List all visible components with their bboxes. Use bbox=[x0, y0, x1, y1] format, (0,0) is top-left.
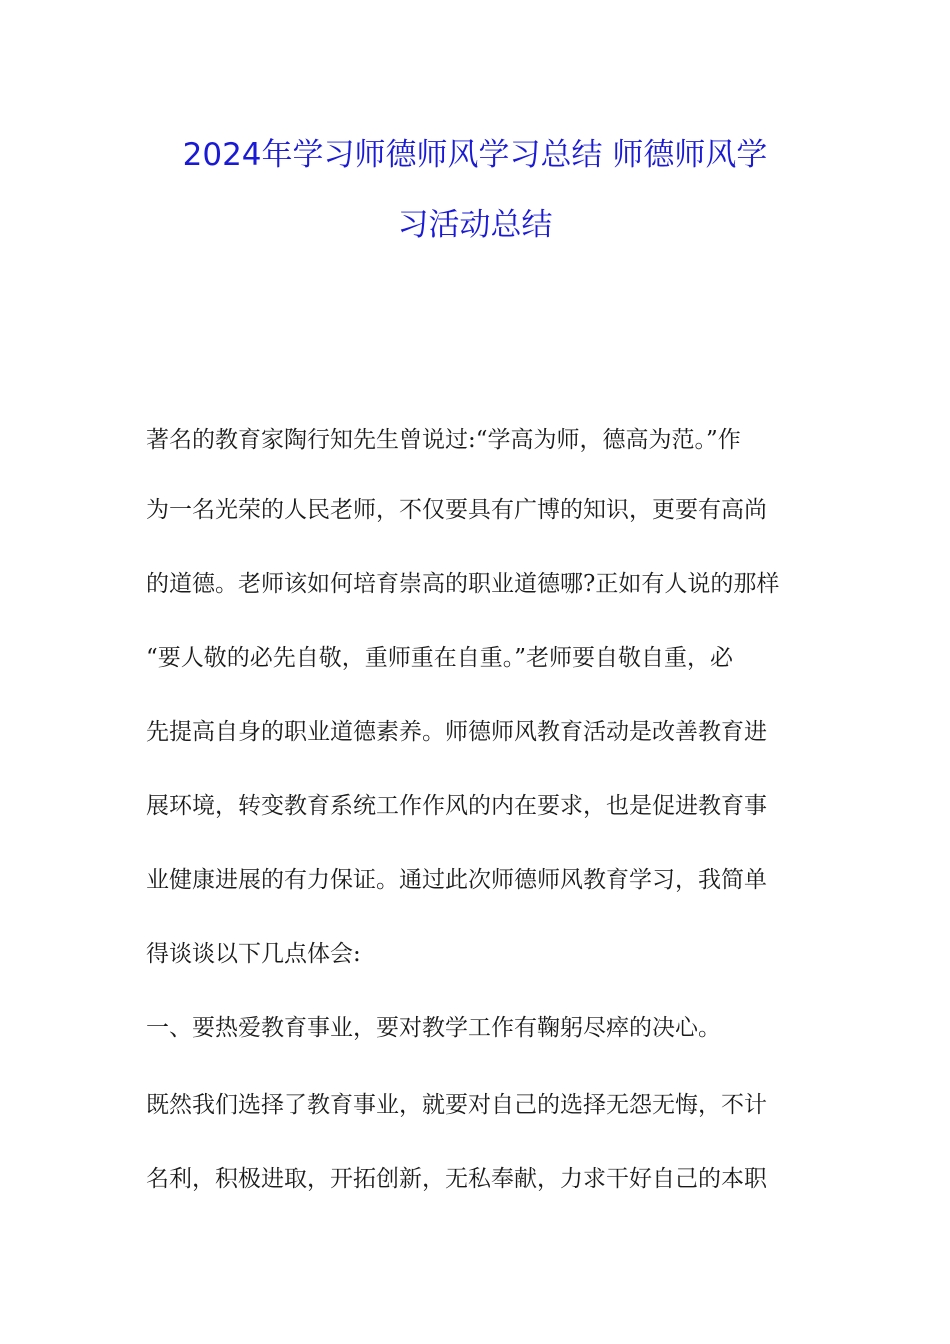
body-line: “要人敬的必先自敬，重师重在自重。”老师要自敬自重，必 bbox=[146, 645, 734, 671]
body-line: 先提高自身的职业道德素养。师德师风教育活动是改善教育进 bbox=[146, 719, 767, 745]
body-line: 业健康进展的有力保证。通过此次师德师风教育学习，我简单 bbox=[146, 867, 767, 893]
body-line: 名利，积极进取，开拓创新，无私奉献，力求干好自己的本职 bbox=[146, 1166, 767, 1192]
body-line: 得谈谈以下几点体会: bbox=[146, 941, 361, 967]
document-title-line-1: 2024年学习师德师风学习总结 师德师风学 bbox=[182, 137, 768, 173]
document-title-line-2: 习活动总结 bbox=[397, 207, 553, 243]
body-line: 既然我们选择了教育事业，就要对自己的选择无怨无悔，不计 bbox=[146, 1092, 767, 1118]
body-line: 的道德。老师该如何培育崇高的职业道德哪?正如有人说的那样 bbox=[146, 571, 780, 597]
section-heading: 一、要热爱教育事业，要对教学工作有鞠躬尽瘁的决心。 bbox=[146, 1015, 721, 1041]
body-line: 展环境，转变教育系统工作作风的内在要求，也是促进教育事 bbox=[146, 793, 767, 819]
body-line: 著名的教育家陶行知先生曾说过:“学高为师，德高为范。”作 bbox=[146, 427, 741, 453]
body-line: 为一名光荣的人民老师，不仅要具有广博的知识，更要有高尚 bbox=[146, 497, 767, 523]
